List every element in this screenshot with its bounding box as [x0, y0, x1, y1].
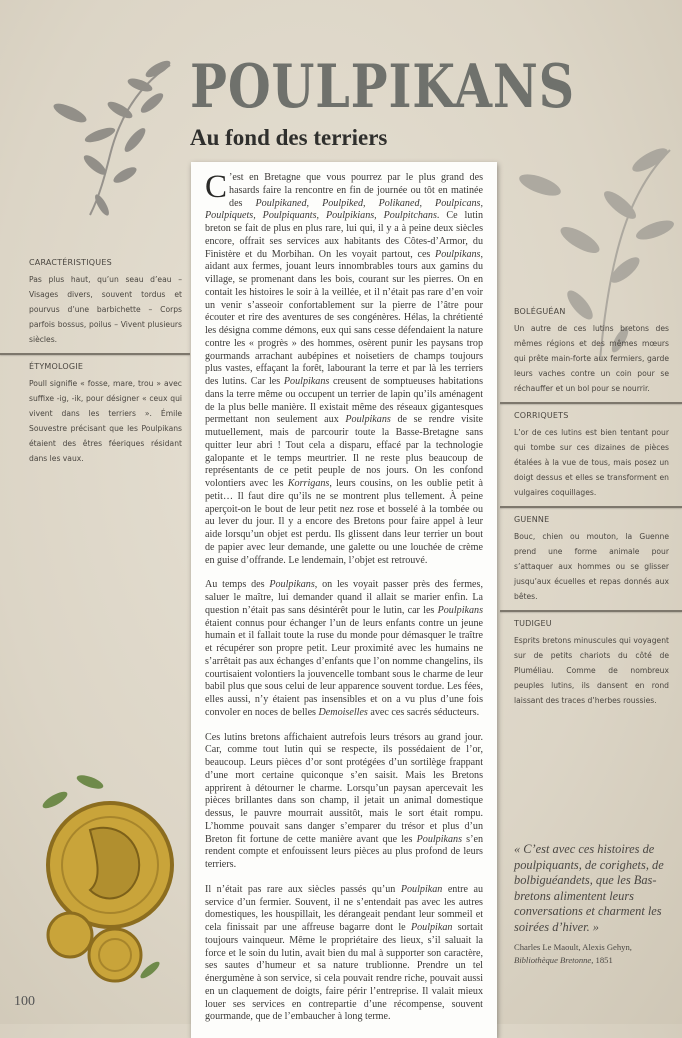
- italic-term: Poulpikans: [416, 833, 463, 845]
- section-heading: GUENNE: [514, 515, 550, 524]
- sidebar-section-boleguean: [500, 307, 682, 396]
- body-paragraph: [205, 884, 483, 1024]
- text-run: , leurs cousins, on les oublie petit à petit… Il faut dire qu’ils ne se montrent plus tellement. À peine aperçoit-on le bout de leur petit nez rose et bosselé à la tombée ou au lever du jour. Il y a encore des Bretons pour faire appel à leur aide lorsqu’un objet est perdu. Ils glissent dans leur terrier un bout de papier avec leur demande, une galette ou une louchée de crème en guise d’offrande. Le lendemain, l’objet est retrouvé.: [205, 478, 483, 566]
- italic-term: Demoiselles: [318, 706, 368, 718]
- text-run: , aidant aux fermes, jouant leurs innombrables tours aux gamins du village, se promenant dans les bois, courant sur les pierres. On en contait les histoires le soir à la veillée, et il n’était pas rare d’en voir un venir s’asseoir confortablement sur la pierre de l’âtre pour écouter et rire des aventures de ses congénères. Hélas, la chrétienté les désigna comme démons, eux qui sans cesse défendaient la nature contre les « progrès » des hommes, osèrent punir les paysans trop gourmands arrachant aubépines et noisetiers de champs toujours plus vastes, effaçant la forêt, labourant la terre et par là les terriers des lutins. Car les: [205, 248, 483, 387]
- quote-source: Bibliothèque Bretonne: [514, 955, 592, 965]
- section-heading: BOLÉGUÉAN: [514, 307, 566, 316]
- pull-quote-box: [514, 842, 676, 967]
- text-run: creusent de somptueuses habitations dans la terre même ou occupent un terrier de lapin qu’ils aménagent de la plus belle manière. Il existait même des réseaux gigantesques permettant non seulement aux: [205, 376, 483, 426]
- italic-term: Poulpikans: [283, 376, 330, 387]
- divider: [0, 353, 190, 355]
- section-text: Esprits bretons minuscules qui voyagent sur de petits chariots du côté de Pluméliau. Comme de nombreux peuples lutins, ils dansent en rond laissant des traces d’herbes roussies.: [514, 636, 669, 705]
- section-heading: ÉTYMOLOGIE: [29, 362, 84, 371]
- section-heading: CORRIQUETS: [514, 411, 569, 420]
- text-run: Il n’était pas rare aux siècles passés qu’un: [205, 883, 401, 895]
- text-run: Ces lutins bretons affichaient autrefois leurs trésors au grand jour. Car, comme tout lutin qui se respecte, ils possédaient de l’or, beaucoup. Leurs pièces d’or sont protégées d’un sortilège frappant d’une mort certaine quiconque s’en saisit. Mais les Bretons apprirent à détourner le charme. Lorsqu’un paysan apercevait les pièces brillantes dans son champ, il jetait un animal domestique dessus, le pauvre mourrait aussitôt, mais le sort était rompu. L’homme pouvait sans danger s’emparer du trésor et plus d’un Breton fit fortune de cette manière avant que les: [205, 731, 483, 845]
- italic-term: Poulpikan: [410, 922, 453, 933]
- section-text: Pas plus haut, qu’un seau d’eau – Visages divers, souvent tordus et pourvus d’une barbichette – Corps parfois bossus, poilus – Vivent plusieurs siècles.: [29, 275, 182, 344]
- divider: [500, 610, 682, 612]
- sidebar-section-corriquets: [500, 411, 682, 500]
- divider: [500, 506, 682, 508]
- italic-term: Poulpikans: [269, 579, 315, 591]
- body-paragraph: [205, 169, 484, 567]
- italic-term: Korrigans: [287, 478, 330, 489]
- page-number: 100: [14, 994, 35, 1009]
- leaf-branch-illustration: [40, 55, 190, 225]
- section-text: Poull signifie « fosse, mare, trou » avec suffixe -ig, -ik, pour désigner « ceux qui vivent dans les terriers ». Émile Souvestre précisant que les Poulpikans étaient des êtres féeriques résidant dans les vaux.: [29, 379, 182, 463]
- sidebar-section-tudigeu: [500, 619, 682, 708]
- italic-term: Poulpikans: [435, 248, 481, 260]
- italic-term: Poulpikaned, Poulpiked, Polikaned, Poulpicans, Poulpiquets, Poulpiquants, Poulpikians, Poulpitchans: [205, 197, 483, 222]
- left-sidebar: [0, 258, 190, 466]
- right-sidebar: [500, 307, 682, 708]
- sidebar-section-etymologie: [0, 362, 190, 466]
- text-run: sortait toujours vainqueur. Même le propriétaire des lieux, s’il saluait la force et le soin du lutin, avait bien du mal à supporter son caractère, ses sautes d’humeur et sa nature trublionne. Prendre un tel énergumène à son service, si cela pouvait rendre riche, pouvait aussi en un claquement de doigts, faire périr l’entreprise. Il valait mieux louer ses services en contrepartie d’une récompense, souvent gourmande, que de l’embaucher à long terme.: [205, 922, 483, 1023]
- quote-authors: Charles Le Maoult, Alexis Gehyn,: [514, 942, 632, 952]
- text-run: ’est en Bretagne que vous pourrez par le plus grand des hasards faire la rencontre en fin de journée ou tôt en matinée des: [229, 172, 483, 209]
- text-run: , on les voyait passer près des fermes, saluer le maître, lui demander quand il allait se marier enfin. La question n’était pas sans désintérêt pour le lutin, car les: [205, 579, 483, 616]
- section-text: L’or de ces lutins est bien tentant pour qui tombe sur ces dizaines de pièces étalées à la vue de tous, mais posez un doigt dessus et elles se transforment en vulgaires coquillages.: [514, 428, 669, 497]
- text-run: s’en rendent compte et enfouissent leurs pièces au plus profond de leurs terriers.: [205, 833, 483, 870]
- section-text: Bouc, chien ou mouton, la Guenne prend une forme animale pour s’attaquer aux hommes ou se glisser jusqu’aux écuelles et repas donnés aux bêtes.: [514, 532, 669, 601]
- text-run: entre au service d’un fermier. Souvent, il ne s’entendait pas avec les autres domestiques, les houspillait, les dérangeait pendant leur sommeil et cela finissait par une affreuse bagarre dont le: [205, 883, 484, 933]
- section-text: Un autre de ces lutins bretons des mêmes régions et des mêmes mœurs qui prête main-forte aux fermiers, garde leurs vaches contre un coin pour se réchauffer et un bol pour se nourrir.: [514, 324, 669, 393]
- text-run: de se rendre visite mutuellement, mais de parcourir toute la Basse-Bretagne sans quitter leur abri ! Tout cela a disparu, effacé par la technologie galopante et le temps meurtrier. Il ne reste plus beaucoup de représentants de ce petit peuple de nos jours. On les confond volontiers avec les: [205, 414, 483, 489]
- divider: [500, 402, 682, 404]
- drop-cap: C: [205, 169, 228, 205]
- sidebar-section-caracteristiques: [0, 258, 190, 347]
- text-run: . Ce lutin breton se fait de plus en plus rare, lui qui, il y a à peine deux siècles encore, offrait ses services aux habitants des Côtes-d’Armor, du Finistère et du Morbihan. On les voyait partout, ces: [205, 210, 484, 260]
- page-subtitle: Au fond des terriers: [190, 125, 388, 150]
- text-run: étaient connus pour échanger l’un de leurs enfants contre un jeune humain et il fallait toute la ruse du monde pour démasquer le traître et récupérer son propre petit. Leur proximité avec les humains ne s’arrêtait pas aux échanges d’enfants que l’on nomme changelins, ils courtisaient volontiers la jouvencelle tombant sous le charme de leur babil plus que sous celui de leur apparence souvent tordue. Les fées, elles aussi, n’y étaient pas insensibles et on a vu plus d’une fois convoler en noces de belles: [205, 617, 483, 718]
- section-heading: TUDIGEU: [514, 619, 552, 628]
- gold-coin-illustration: [30, 770, 180, 990]
- text-run: Au temps des: [205, 579, 270, 591]
- italic-term: Poulpikan: [400, 883, 443, 895]
- quote-year: , 1851: [591, 955, 613, 965]
- main-text-panel: [191, 162, 497, 1038]
- text-run: avec ces sacrés séducteurs.: [367, 706, 480, 718]
- section-heading: CARACTÉRISTIQUES: [29, 258, 112, 267]
- body-paragraph: [205, 579, 483, 719]
- body-paragraph: [205, 732, 483, 872]
- italic-term: Poulpikans: [345, 414, 391, 426]
- italic-term: Poulpikans: [437, 604, 483, 616]
- pull-quote: « C’est avec ces histoires de poulpiquants, de corighets, de bolbiguéandets, que les Bas-bretons alimentent leurs conversations et charment les soirées d’hiver. »: [514, 842, 664, 934]
- quote-citation: [514, 941, 676, 967]
- sidebar-section-guenne: [500, 515, 682, 604]
- page-title: POULPIKANS: [190, 52, 576, 122]
